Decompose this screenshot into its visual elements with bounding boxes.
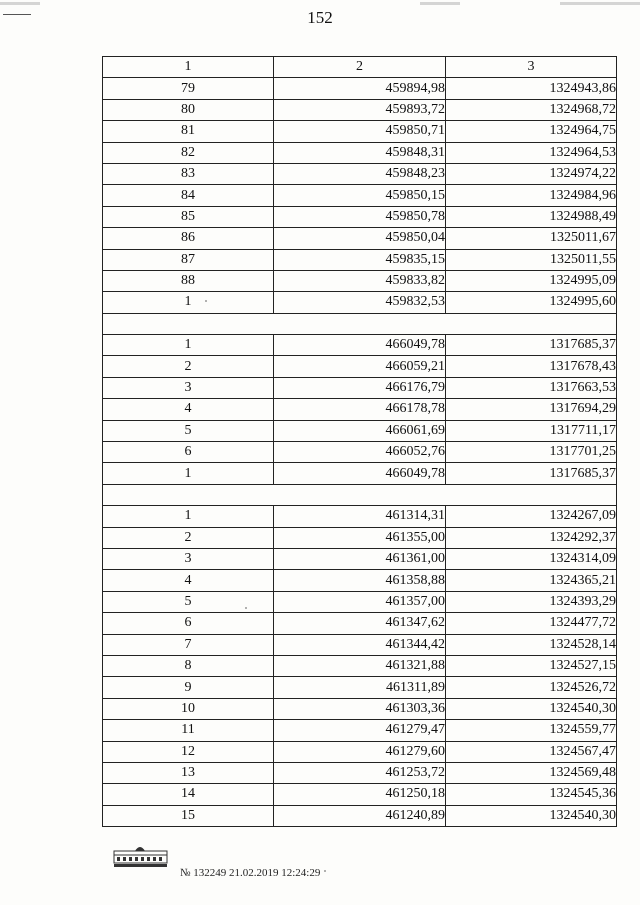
y-coordinate-cell: 1324314,09 [446,548,617,569]
x-coordinate-cell: 461253,72 [274,762,446,783]
y-coordinate-cell: 1324527,15 [446,655,617,676]
y-coordinate-cell: 1324526,72 [446,677,617,698]
page-number: 152 [307,8,333,27]
table-row [103,78,617,99]
x-coordinate-cell: 466178,78 [274,399,446,420]
header-cell-2: 2 [274,57,446,78]
y-coordinate-cell: 1317694,29 [446,399,617,420]
x-coordinate-cell: 461311,89 [274,677,446,698]
table-row [103,335,617,356]
x-coordinate-cell: 459848,31 [274,142,446,163]
point-number-cell: 7 [103,634,274,655]
point-number-cell: 86 [103,228,274,249]
y-coordinate-cell: 1324984,96 [446,185,617,206]
separator-cell [103,484,617,505]
y-coordinate-cell: 1317685,37 [446,463,617,484]
y-coordinate-cell: 1317678,43 [446,356,617,377]
table-row [103,570,617,591]
point-number-cell: 15 [103,805,274,826]
y-coordinate-cell: 1324974,22 [446,163,617,184]
table-row [103,634,617,655]
table-row [103,805,617,826]
table-row [103,463,617,484]
point-number-cell: 10 [103,698,274,719]
point-number-cell: 88 [103,270,274,291]
x-coordinate-cell: 461303,36 [274,698,446,719]
y-coordinate-cell: 1324540,30 [446,805,617,826]
point-number-cell: 2 [103,356,274,377]
y-coordinate-cell: 1324365,21 [446,570,617,591]
table-row [103,356,617,377]
y-coordinate-cell: 1324569,48 [446,762,617,783]
x-coordinate-cell: 461279,47 [274,720,446,741]
point-number-cell: 84 [103,185,274,206]
y-coordinate-cell: 1325011,55 [446,249,617,270]
x-coordinate-cell: 459835,15 [274,249,446,270]
scan-dot [245,607,247,609]
y-coordinate-cell: 1324567,47 [446,741,617,762]
table-row [103,270,617,291]
x-coordinate-cell: 459848,23 [274,163,446,184]
table-row [103,206,617,227]
y-coordinate-cell: 1324393,29 [446,591,617,612]
number-sign: № [180,867,191,879]
table-row [103,720,617,741]
x-coordinate-cell: 459850,15 [274,185,446,206]
point-number-cell: 8 [103,655,274,676]
point-number-cell: 87 [103,249,274,270]
table-separator-row [103,484,617,505]
x-coordinate-cell: 466049,78 [274,335,446,356]
x-coordinate-cell: 459833,82 [274,270,446,291]
y-coordinate-cell: 1317701,25 [446,442,617,463]
table-row [103,377,617,398]
scan-dot [324,870,326,872]
point-number-cell: 4 [103,570,274,591]
x-coordinate-cell: 466059,21 [274,356,446,377]
table-row [103,121,617,142]
point-number-cell: 81 [103,121,274,142]
table-body [103,57,617,827]
table-row [103,698,617,719]
x-coordinate-cell: 459893,72 [274,99,446,120]
y-coordinate-cell: 1324267,09 [446,506,617,527]
x-coordinate-cell: 461347,62 [274,613,446,634]
point-number-cell: 12 [103,741,274,762]
table-row [103,99,617,120]
x-coordinate-cell: 461250,18 [274,784,446,805]
point-number-cell: 3 [103,377,274,398]
table-row [103,420,617,441]
x-coordinate-cell: 459850,71 [274,121,446,142]
scan-artifact [420,2,460,5]
table-row [103,548,617,569]
y-coordinate-cell: 1325011,67 [446,228,617,249]
coordinates-table [102,56,617,827]
point-number-cell: 1 [103,463,274,484]
y-coordinate-cell: 1317711,17 [446,420,617,441]
x-coordinate-cell: 461361,00 [274,548,446,569]
table-row [103,163,617,184]
point-number-cell: 14 [103,784,274,805]
point-number-cell: 82 [103,142,274,163]
x-coordinate-cell: 466061,69 [274,420,446,441]
x-coordinate-cell: 461355,00 [274,527,446,548]
x-coordinate-cell: 459850,78 [274,206,446,227]
y-coordinate-cell: 1317663,53 [446,377,617,398]
point-number-cell: 5 [103,591,274,612]
point-number-cell: 4 [103,399,274,420]
x-coordinate-cell: 461240,89 [274,805,446,826]
y-coordinate-cell: 1324964,75 [446,121,617,142]
point-number-cell: 3 [103,548,274,569]
scan-dot [205,300,207,302]
point-number-cell: 83 [103,163,274,184]
table-separator-row [103,313,617,334]
separator-cell [103,313,617,334]
table-row [103,741,617,762]
table-row [103,591,617,612]
table-row [103,292,617,313]
y-coordinate-cell: 1324528,14 [446,634,617,655]
table-row [103,249,617,270]
y-coordinate-cell: 1324988,49 [446,206,617,227]
point-number-cell: 79 [103,78,274,99]
table-row [103,527,617,548]
point-number-cell: 85 [103,206,274,227]
point-number-cell: 6 [103,613,274,634]
table-row [103,506,617,527]
point-number-cell: 6 [103,442,274,463]
point-number-cell: 9 [103,677,274,698]
x-coordinate-cell: 461357,00 [274,591,446,612]
seal-emblem [113,842,168,868]
table-row [103,613,617,634]
y-coordinate-cell: 1324995,09 [446,270,617,291]
table-row [103,677,617,698]
header-cell-1: 1 [103,57,274,78]
point-number-cell: 11 [103,720,274,741]
registration-stamp [180,867,320,879]
table-header-row [103,57,617,78]
table-row [103,228,617,249]
table-row [103,142,617,163]
x-coordinate-cell: 466052,76 [274,442,446,463]
table-row [103,762,617,783]
y-coordinate-cell: 1324540,30 [446,698,617,719]
point-number-cell: 1 [103,335,274,356]
scan-artifact [560,2,640,5]
x-coordinate-cell: 461344,42 [274,634,446,655]
point-number-cell: 1 [103,292,274,313]
y-coordinate-cell: 1324943,86 [446,78,617,99]
scan-artifact [0,2,40,5]
table-row [103,655,617,676]
y-coordinate-cell: 1324964,53 [446,142,617,163]
point-number-cell: 2 [103,527,274,548]
x-coordinate-cell: 461314,31 [274,506,446,527]
y-coordinate-cell: 1324559,77 [446,720,617,741]
point-number-cell: 5 [103,420,274,441]
registration-stamp-text: 132249 21.02.2019 12:24:29 [193,867,321,879]
y-coordinate-cell: 1317685,37 [446,335,617,356]
y-coordinate-cell: 1324292,37 [446,527,617,548]
x-coordinate-cell: 466049,78 [274,463,446,484]
y-coordinate-cell: 1324968,72 [446,99,617,120]
x-coordinate-cell: 461279,60 [274,741,446,762]
table-row [103,185,617,206]
y-coordinate-cell: 1324545,36 [446,784,617,805]
x-coordinate-cell: 459832,53 [274,292,446,313]
header-cell-3: 3 [446,57,617,78]
table-row [103,442,617,463]
x-coordinate-cell: 459894,98 [274,78,446,99]
y-coordinate-cell: 1324995,60 [446,292,617,313]
table-row [103,399,617,420]
point-number-cell: 1 [103,506,274,527]
x-coordinate-cell: 466176,79 [274,377,446,398]
y-coordinate-cell: 1324477,72 [446,613,617,634]
x-coordinate-cell: 459850,04 [274,228,446,249]
table-row [103,784,617,805]
point-number-cell: 13 [103,762,274,783]
x-coordinate-cell: 461358,88 [274,570,446,591]
point-number-cell: 80 [103,99,274,120]
x-coordinate-cell: 461321,88 [274,655,446,676]
